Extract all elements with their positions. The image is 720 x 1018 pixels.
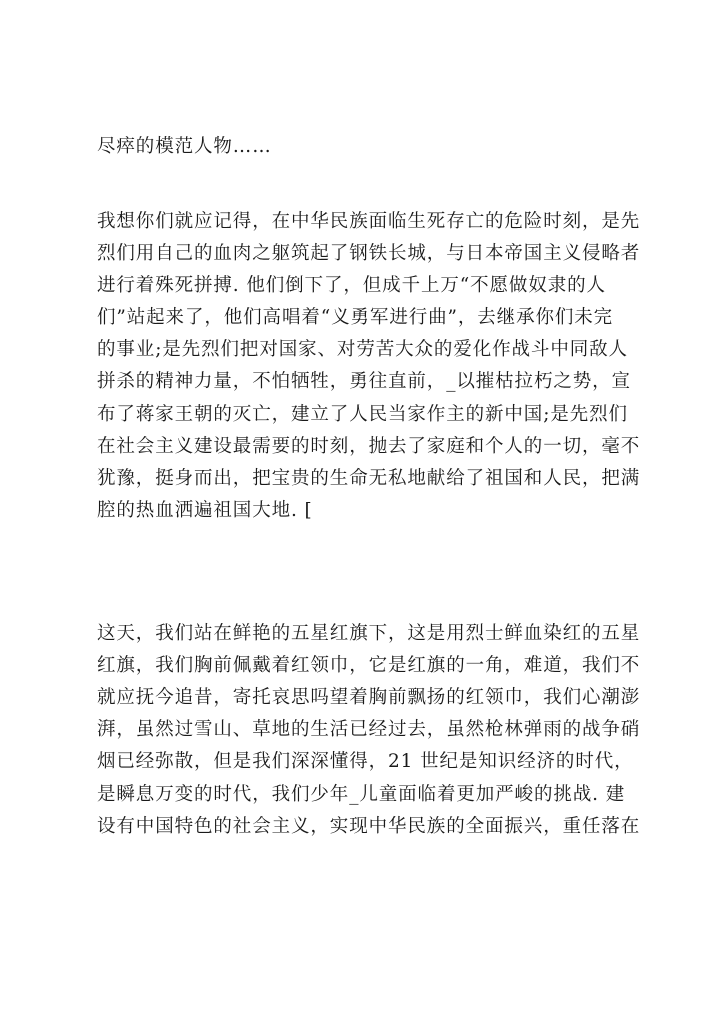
paragraph-2-line-7: 布了蒋家王朝的灭亡，建立了人民当家作主的新中国;是先烈们 — [97, 404, 628, 425]
paragraph-3-line-5: 烟已经弥散，但是我们深深懂得，21 世纪是知识经济的时代， — [97, 751, 634, 772]
paragraph-2-line-4: 们”站起来了，他们高唱着“义勇军进行曲”，去继承你们未完 — [97, 307, 614, 328]
paragraph-3-line-4: 湃，虽然过雪山、草地的生活已经过去，虽然枪林弹雨的战争硝 — [97, 719, 641, 740]
paragraph-3-line-1: 这天，我们站在鲜艳的五星红旗下，这是用烈士鲜血染红的五星 — [97, 623, 641, 644]
paragraph-3-line-2: 红旗，我们胸前佩戴着红领巾，它是红旗的一角，难道，我们不 — [97, 655, 641, 676]
paragraph-2-line-5: 的事业;是先烈们把对国家、对劳苦大众的爱化作战斗中同敌人 — [97, 339, 628, 360]
paragraph-1-line-1: 尽瘁的模范人物…… — [97, 136, 272, 157]
paragraph-2-line-2: 烈们用自己的血肉之躯筑起了钢铁长城，与日本帝国主义侵略者 — [97, 243, 641, 264]
paragraph-3-line-6: 是瞬息万变的时代，我们少年_儿童面临着更加严峻的挑战. 建 — [97, 784, 626, 805]
paragraph-2-line-9: 犹豫，挺身而出，把宝贵的生命无私地献给了祖国和人民，把满 — [97, 468, 641, 489]
paragraph-2-line-1: 我想你们就应记得，在中华民族面临生死存亡的危险时刻，是先 — [97, 211, 641, 232]
paragraph-2-line-10: 腔的热血洒遍祖国大地. [ — [97, 500, 313, 521]
paragraph-2-line-6: 拼杀的精神力量，不怕牺牲，勇往直前，_以摧枯拉朽之势，宣 — [97, 371, 631, 392]
paragraph-3-line-7: 设有中国特色的社会主义，实现中华民族的全面振兴，重任落在 — [97, 816, 641, 837]
paragraph-2-line-3: 进行着殊死拼搏. 他们倒下了，但成千上万“不愿做奴隶的人 — [97, 275, 606, 296]
paragraph-3-line-3: 就应抚今追昔，寄托哀思吗望着胸前飘扬的红领巾，我们心潮澎 — [97, 687, 641, 708]
paragraph-2-line-8: 在社会主义建设最需要的时刻，抛去了家庭和个人的一切，毫不 — [97, 436, 641, 457]
